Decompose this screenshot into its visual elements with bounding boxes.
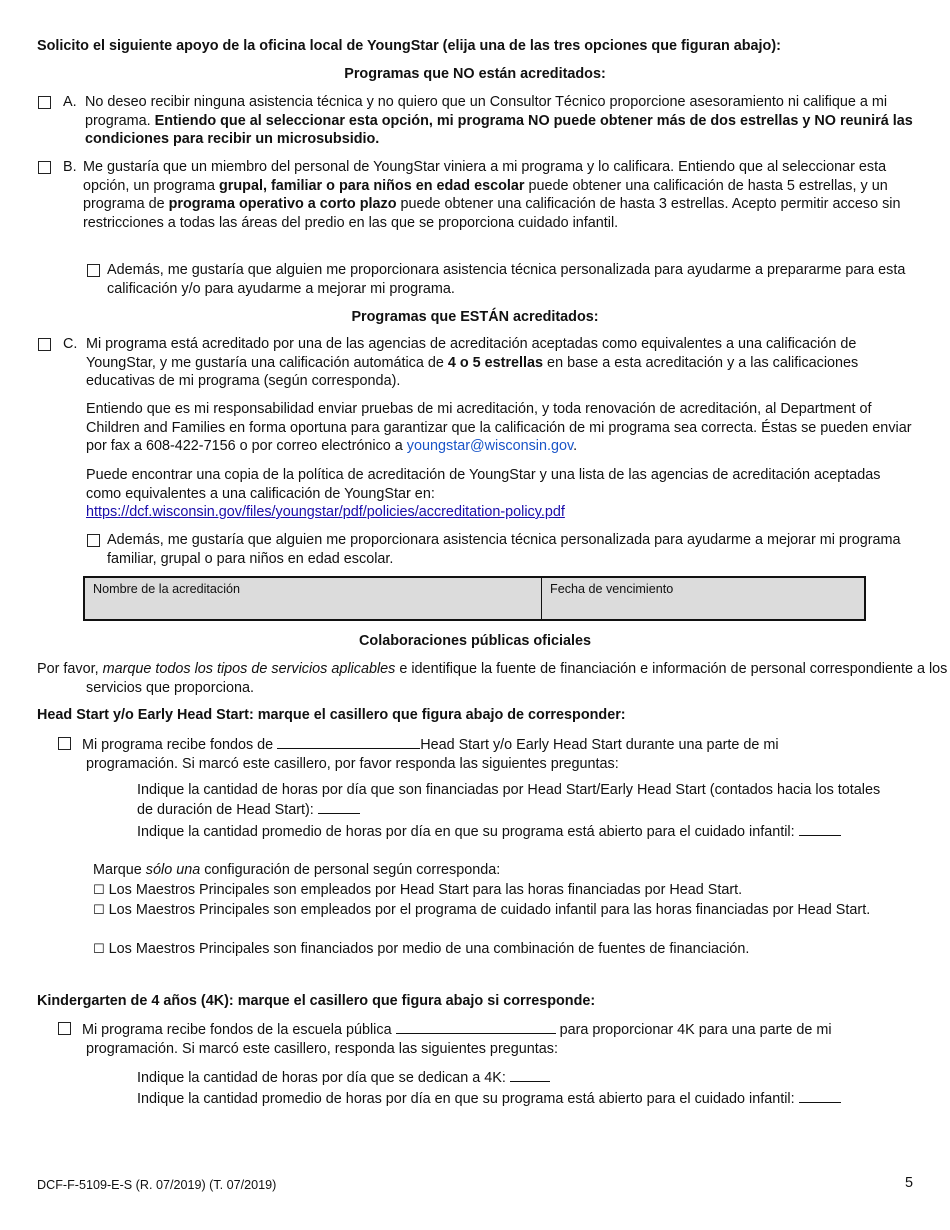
staff-option-3[interactable]: ☐ Los Maestros Principales son financiados por medio de una combinación de fuentes de financiación. (93, 941, 750, 957)
intro-text: Solicito el siguiente apoyo de la oficina local de YoungStar (elija una de las tres opciones que figuran abajo): (37, 38, 781, 54)
head-start-checkbox[interactable] (58, 737, 71, 750)
staff-config-prompt: Marque sólo una configuración de personal según corresponda: (93, 862, 501, 878)
option-a-letter: A. (63, 94, 77, 110)
option-b-letter: B. (63, 159, 77, 175)
head-start-hours-blank[interactable] (318, 800, 360, 814)
ballot-box-icon[interactable]: ☐ (93, 883, 105, 898)
heading-partnerships: Colaboraciones públicas oficiales (359, 633, 591, 649)
k4-checkbox[interactable] (58, 1022, 71, 1035)
head-start-funding-blank[interactable] (277, 735, 420, 749)
ballot-box-icon[interactable]: ☐ (93, 942, 105, 957)
option-c-technical-assistance-text: Además, me gustaría que alguien me proporcionara asistencia técnica personalizada para ayudarme a mejorar mi programa familiar, grupal o para niños en edad escolar. (107, 532, 901, 567)
option-b-technical-assistance-checkbox[interactable] (87, 264, 100, 277)
staff-option-2[interactable]: ☐ Los Maestros Principales son empleados por el programa de cuidado infantil para las horas financiadas por Head Start. (93, 902, 871, 918)
option-c-text: Mi programa está acreditado por una de las agencias de acreditación aceptadas como equivalentes a una calificación de YoungStar, y me gustaría una calificación automática de 4 o 5 estrellas en base a esta acreditación y a las calificaciones educativas de mi programa (según corresponda). (86, 336, 859, 390)
ballot-box-icon[interactable]: ☐ (93, 903, 105, 918)
k4-q2: Indique la cantidad promedio de horas por día en que su programa está abierto para el cuidado infantil: (137, 1089, 917, 1109)
option-b-text: Me gustaría que un miembro del personal de YoungStar viniera a mi programa y lo calificara. Entiendo que al seleccionar esta opción, un programa grupal, familiar o para niños en edad escolar puede obtener una calificación de hasta 5 estrellas, y un programa de programa operativo a corto plazo puede obtener una calificación de hasta 3 estrellas. Acepto permitir acceso sin restricciones a todas las áreas del predio en las que se proporciona cuidado infantil. (83, 159, 901, 231)
option-c-checkbox[interactable] (38, 338, 51, 351)
k4-school-blank[interactable] (396, 1020, 556, 1034)
option-c-responsibility-text: Entiendo que es mi responsabilidad enviar pruebas de mi acreditación, y toda renovación de acreditación, al Department of Children and Families en forma oportuna para garantizar que la calificación de mi programa sea correcta. Éstas se pueden enviar por fax a 608-422-7156 o por correo electrónico a youngstar@wisconsin.gov. (86, 401, 912, 455)
heading-accredited: Programas que ESTÁN acreditados: (351, 309, 599, 325)
accreditation-table (83, 576, 866, 621)
option-b-technical-assistance-text: Además, me gustaría que alguien me proporcionara asistencia técnica personalizada para ayudarme a prepararme para esta calificación y/o para ayudarme a mejorar mi programa. (107, 262, 906, 297)
page-number: 5 (904, 1175, 913, 1191)
policy-link-container (86, 503, 565, 522)
head-start-q2: Indique la cantidad promedio de horas por día en que su programa está abierto para el cuidado infantil: (137, 822, 917, 842)
head-start-q1: Indique la cantidad de horas por día que son financiadas por Head Start/Early Head Start (contados hacia los totales de duración de Head Start): (137, 782, 881, 818)
head-start-text: Mi programa recibe fondos de Head Start y/o Early Head Start durante una parte de mi programación. Si marcó este casillero, por favor responda las siguientes preguntas: (82, 737, 779, 772)
form-id: DCF-F-5109-E-S (R. 07/2019) (T. 07/2019) (37, 1178, 277, 1192)
k4-hours-blank[interactable] (510, 1068, 550, 1082)
k4-text: Mi programa recibe fondos de la escuela pública para proporcionar 4K para una parte de mi programación. Si marcó este casillero, responda las siguientes preguntas: (82, 1022, 832, 1057)
option-a-text: No deseo recibir ninguna asistencia técnica y no quiero que un Consultor Técnico proporcione asesoramiento ni califique a mi programa. Entiendo que al seleccionar esta opción, mi programa NO puede obtener más de dos estrellas y NO reunirá las condiciones para recibir un microsubsidio. (85, 94, 913, 148)
accreditation-policy-link[interactable]: https://dcf.wisconsin.gov/files/youngstar/pdf/policies/accreditation-policy.pdf (86, 504, 565, 520)
head-start-heading: Head Start y/o Early Head Start: marque el casillero que figura abajo de corresponder: (37, 707, 626, 723)
email-link[interactable]: youngstar@wisconsin.gov (406, 438, 574, 455)
head-start-open-hours-blank[interactable] (799, 822, 841, 836)
heading-not-accredited: Programas que NO están acreditados: (344, 66, 606, 82)
option-a-checkbox[interactable] (38, 96, 51, 109)
expiration-date-field[interactable]: Fecha de vencimiento (550, 582, 674, 596)
accreditation-name-field[interactable]: Nombre de la acreditación (85, 578, 542, 619)
staff-option-1[interactable]: ☐ Los Maestros Principales son empleados por Head Start para las horas financiadas por Head Start. (93, 882, 743, 898)
partnerships-intro: Por favor, marque todos los tipos de servicios aplicables e identifique la fuente de financiación e información de personal correspondiente a los servicios que proporciona. (37, 661, 948, 696)
k4-heading: Kindergarten de 4 años (4K): marque el casillero que figura abajo si corresponde: (37, 993, 596, 1009)
k4-q1: Indique la cantidad de horas por día que se dedican a 4K: (137, 1068, 897, 1088)
option-c-technical-assistance-checkbox[interactable] (87, 534, 100, 547)
option-c-letter: C. (63, 336, 78, 352)
option-b-checkbox[interactable] (38, 161, 51, 174)
option-c-policy-text: Puede encontrar una copia de la política de acreditación de YoungStar y una lista de las agencias de acreditación aceptadas como equivalentes a una calificación de YoungStar en: (86, 467, 881, 502)
k4-open-hours-blank[interactable] (799, 1089, 841, 1103)
